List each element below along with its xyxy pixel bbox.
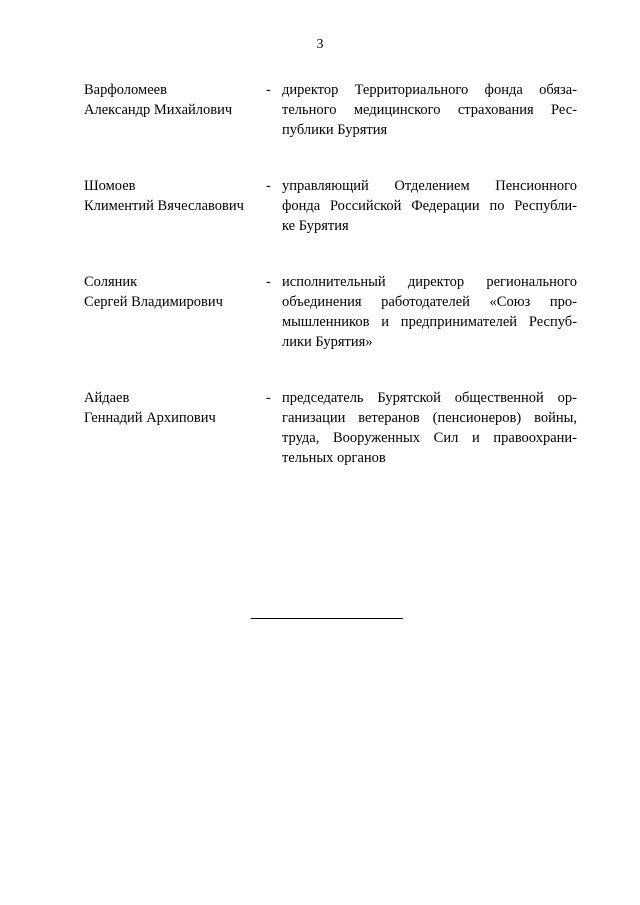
position-line: ганизации ветеранов (пенсионеров) войны, xyxy=(282,410,577,426)
member-name xyxy=(84,272,266,312)
position-line: публики Бурятия xyxy=(282,122,388,138)
member-given-names: Сергей Владимирович xyxy=(84,294,223,310)
member-position xyxy=(282,80,577,140)
member-name xyxy=(84,176,266,216)
position-line: объединения работодателей «Союз про- xyxy=(282,294,577,310)
member-entry xyxy=(84,388,577,468)
member-position xyxy=(282,176,577,236)
position-line: председатель Бурятской общественной ор- xyxy=(282,390,577,406)
position-line: ке Бурятия xyxy=(282,218,349,234)
position-line: труда, Вооруженных Сил и правоохрани- xyxy=(282,430,577,446)
member-given-names: Геннадий Архипович xyxy=(84,410,216,426)
separator-dash: - xyxy=(266,178,271,194)
member-entry xyxy=(84,176,577,236)
member-surname: Варфоломеев xyxy=(84,82,167,98)
separator-dash: - xyxy=(266,390,271,406)
member-given-names: Климентий Вячеславович xyxy=(84,198,244,214)
position-line: директор Территориального фонда обяза- xyxy=(282,82,577,98)
page-number: 3 xyxy=(316,37,324,52)
member-entry xyxy=(84,80,577,140)
position-line: мышленников и предпринимателей Респуб- xyxy=(282,314,577,330)
position-line: лики Бурятия» xyxy=(282,334,373,350)
member-surname: Айдаев xyxy=(84,390,130,406)
position-line: управляющий Отделением Пенсионного xyxy=(282,178,577,194)
separator-dash: - xyxy=(266,274,271,290)
position-line: тельных органов xyxy=(282,450,386,466)
separator-dash: - xyxy=(266,82,271,98)
position-line: тельного медицинского страхования Рес- xyxy=(282,102,577,118)
position-line: исполнительный директор регионального xyxy=(282,274,577,290)
member-name xyxy=(84,388,266,428)
member-given-names: Александр Михайлович xyxy=(84,102,233,118)
member-entry xyxy=(84,272,577,352)
closing-rule xyxy=(251,618,403,619)
position-line: фонда Российской Федерации по Республи- xyxy=(282,198,577,214)
member-name xyxy=(84,80,266,120)
member-surname: Соляник xyxy=(84,274,138,290)
member-position xyxy=(282,388,577,468)
member-list xyxy=(84,80,577,504)
member-position xyxy=(282,272,577,352)
member-surname: Шомоев xyxy=(84,178,136,194)
